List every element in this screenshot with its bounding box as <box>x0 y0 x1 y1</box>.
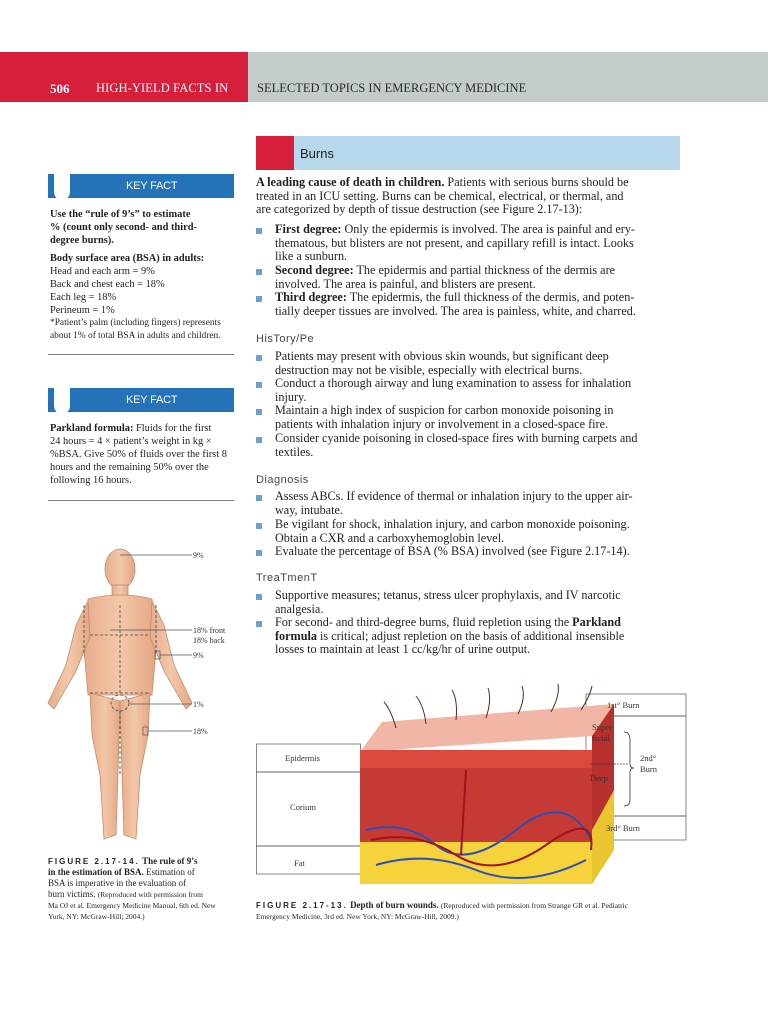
superficial-label-1: Super- <box>592 722 615 732</box>
bullet-icon <box>256 409 262 415</box>
figure-14-caption: FIGURE 2.17-14. The rule of 9’s in the estimation of BSA. Estimation of BSA is imperative in the evaluation of burn victims. (Reproduced with permission from Ma OJ et al. Emergency Medicine Manual, 6th ed. New York, NY: McGraw-Hill; 2004.) <box>48 856 216 921</box>
bullet-icon <box>256 355 262 361</box>
book-title: HIGH-YIELD FACTS IN <box>96 81 229 95</box>
key-fact-tab-icon <box>54 384 70 414</box>
key-fact-2-text: Parkland formula: Fluids for the first 24 hours = 4 × patient’s weight in kg × %BSA. Give 50% of fluids over the first 8 hours and the remaining 50% over the following 16 hours. <box>50 423 227 486</box>
section-title-band <box>294 136 680 170</box>
treatment-item: For second- and third-degree burns, fluid repletion using the Parkland formula is critical; adjust repletion on the basis of additional insensible losses to maintain at least 1 cc/kg/hr of urine output. <box>275 615 625 657</box>
bullet-icon <box>256 382 262 388</box>
history-item: Patients may present with obvious skin wounds, but significant deep destruction may not be visible, especially with electrical burns. <box>275 349 609 377</box>
bullet-icon <box>256 523 262 529</box>
history-item: Consider cyanide poisoning in closed-space fires with burning carpets and textiles. <box>275 431 638 459</box>
treatment-item: Supportive measures; tetanus, stress ulcer prophylaxis, and IV narcotic analgesia. <box>275 588 621 616</box>
bullet-icon <box>256 621 262 627</box>
body-label-perineum: 1% <box>193 700 204 709</box>
bullet-icon <box>256 594 262 600</box>
divider <box>48 500 234 501</box>
bullet-icon <box>256 550 262 556</box>
second-degree-item: Second degree: The epidermis and partial thickness of the dermis are involved. The area is painful, and blisters are present. <box>275 263 616 291</box>
body-label-arm: 9% <box>193 651 204 660</box>
body-figure <box>40 545 200 855</box>
bullet-icon <box>256 296 262 302</box>
third-degree-item: Third degree: The epidermis, the full thickness of the dermis, and poten- tially deeper tissues are involved. The area is painless, white, and charred. <box>275 290 636 318</box>
body-label-trunk-back: 18% back <box>193 636 225 645</box>
fat-label: Fat <box>294 858 305 868</box>
first-degree-label: 1st° Burn <box>607 700 640 710</box>
history-item: Conduct a thorough airway and lung examination to assess for inhalation injury. <box>275 376 632 404</box>
history-item: Maintain a high index of suspicion for carbon monoxide poisoning in patients with inhalation injury or involvement in a closed-space fire. <box>275 403 614 431</box>
history-heading: HisTory/Pe <box>256 333 315 345</box>
bullet-icon <box>256 495 262 501</box>
epidermis-label: Epidermis <box>285 753 320 763</box>
bullet-icon <box>256 228 262 234</box>
key-fact-tab-icon <box>54 170 70 200</box>
section-marker <box>256 136 294 170</box>
first-degree-item: First degree: Only the epidermis is involved. The area is painful and ery- thematous, but blisters are not present, and capillary refill is intact. Looks like a sunburn. <box>275 222 635 264</box>
body-label-head: 9% <box>193 551 204 560</box>
key-fact-label: KEY FACT <box>126 394 178 406</box>
second-degree-label-1: 2nd° <box>640 753 657 763</box>
diagnosis-item: Assess ABCs. If evidence of thermal or inhalation injury to the upper air- way, intubate. <box>275 489 633 517</box>
section-title: Burns <box>300 146 334 161</box>
diagnosis-heading: Diagnosis <box>256 474 309 486</box>
key-fact-1-text: Use the “rule of 9’s” to estimate % (count only second- and third- degree burns). Body surface area (BSA) in adults: Head and each arm = 9% Back and chest each = 18% Each leg = 18% Perineum = 1% *Patient’s palm (including fingers) represents about 1% of total BSA in adults and children. <box>50 209 221 341</box>
bullet-icon <box>256 269 262 275</box>
bullet-icon <box>256 437 262 443</box>
body-label-leg: 18% <box>193 727 208 736</box>
figure-13-caption: FIGURE 2.17-13. Depth of burn wounds. (Reproduced with permission from Strange GR et al. Pediatric Emergency Medicine, 3rd ed. New York, NY: McGraw-Hill, 2009.) <box>256 900 629 921</box>
page-number: 506 <box>50 81 70 96</box>
superficial-label-2: ficial <box>592 733 610 743</box>
divider <box>48 354 234 355</box>
key-fact-label: KEY FACT <box>126 180 178 192</box>
treatment-heading: TreaTmenT <box>256 572 318 584</box>
body-label-trunk-front: 18% front <box>193 626 226 635</box>
diagnosis-item: Be vigilant for shock, inhalation injury, and carbon monoxide poisoning. Obtain a CXR and a carboxyhemoglobin level. <box>275 517 630 545</box>
corium-label: Corium <box>290 802 316 812</box>
second-degree-label-2: Burn <box>640 764 657 774</box>
deep-label: Deep <box>590 773 608 783</box>
chapter-title: SELECTED TOPICS IN EMERGENCY MEDICINE <box>257 81 527 95</box>
third-degree-label: 3rd° Burn <box>606 823 640 833</box>
intro-paragraph: A leading cause of death in children. Patients with serious burns should be treated in an ICU setting. Burns can be chemical, electrical, or thermal, and are categorized by depth of tissue destruction (see Figure 2.17-13): <box>256 175 629 217</box>
diagnosis-item: Evaluate the percentage of BSA (% BSA) involved (see Figure 2.17-14). <box>275 544 630 558</box>
burn-depth-diagram <box>256 680 688 892</box>
